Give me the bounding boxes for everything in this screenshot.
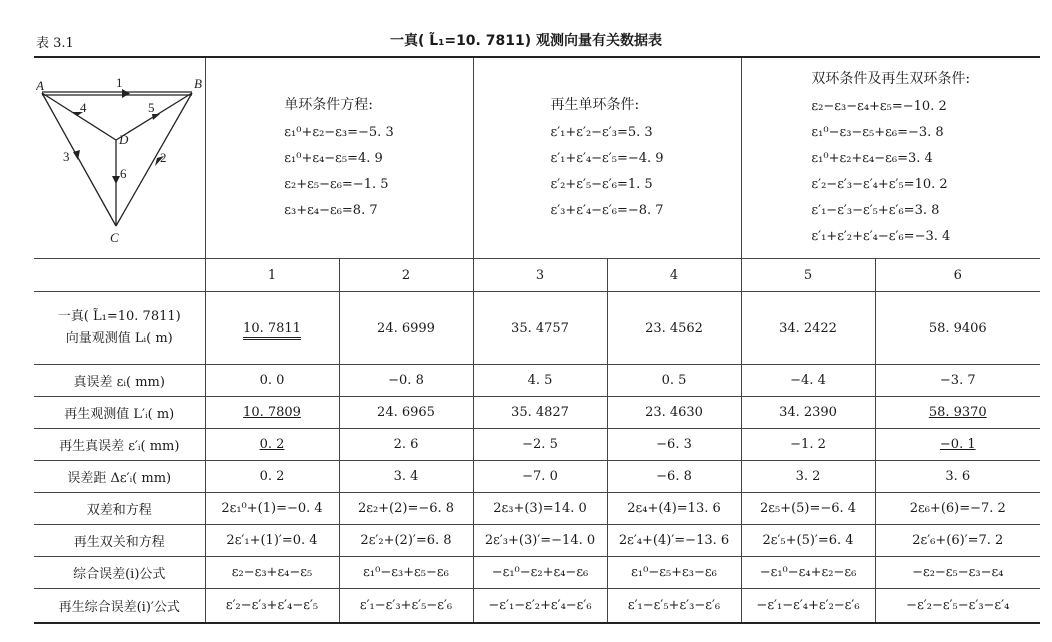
table-cell: −3. 7 <box>875 365 1040 397</box>
table-cell: −ε₁⁰−ε₄+ε₂−ε₆ <box>741 557 875 589</box>
table-cell: −ε₂−ε₅−ε₃−ε₄ <box>875 557 1040 589</box>
table-cell: ε₁⁰−ε₃+ε₅−ε₆ <box>339 557 473 589</box>
table-cell: 58. 9406 <box>875 292 1040 365</box>
row-label: 再生真误差 ε′ᵢ( mm) <box>34 429 205 461</box>
double-loop-eq-1: ε₂−ε₃−ε₄+ε₅=−10. 2 <box>811 99 947 114</box>
table-title: 一真( L̃₁=10. 7811) 观测向量有关数据表 <box>390 33 662 49</box>
node-a-label: A <box>36 78 44 93</box>
row-label: 真误差 εᵢ( mm) <box>34 365 205 397</box>
edge-4-line <box>42 93 116 140</box>
table-cell: 2. 6 <box>339 429 473 461</box>
edge-1-label: 1 <box>116 75 123 90</box>
table-number: 表 3.1 <box>36 36 74 51</box>
table-cell: ε′₂−ε′₃+ε′₄−ε′₅ <box>205 589 339 624</box>
row-label: 双差和方程 <box>34 493 205 525</box>
double-loop-eq-5: ε′₁−ε′₃−ε′₅+ε′₆=3. 8 <box>811 203 940 218</box>
table-cell: ε₂−ε₃+ε₄−ε₅ <box>205 557 339 589</box>
table-cell: −ε′₂−ε′₅−ε′₃−ε′₄ <box>875 589 1040 624</box>
row-label: 综合误差(i)公式 <box>34 557 205 589</box>
edge-3-label: 3 <box>63 149 70 164</box>
table-cell: 2ε₂+(2)=−6. 8 <box>339 493 473 525</box>
table-cell: 2ε₃+(3)=14. 0 <box>473 493 607 525</box>
table-cell: 35. 4827 <box>473 397 607 429</box>
double-loop-heading: 双环条件及再生双环条件: <box>811 71 971 87</box>
regen-single-eq-3: ε′₂+ε′₅−ε′₆=1. 5 <box>550 177 653 192</box>
regen-single-eq-4: ε′₃+ε′₄−ε′₆=−8. 7 <box>550 203 664 218</box>
row-label-observations <box>34 292 205 365</box>
table-row-double-sum <box>34 493 1040 525</box>
row-label-observations-line2: 向量观测值 Lᵢ( m) <box>65 331 173 346</box>
arrow-6-icon <box>112 176 120 184</box>
double-loop-eq-3: ε₁⁰+ε₂+ε₄−ε₆=3. 4 <box>811 151 933 166</box>
table-cell: 2ε₅+(5)=−6. 4 <box>741 493 875 525</box>
table-row-regen-observations <box>34 397 1040 429</box>
table-cell: −6. 3 <box>607 429 741 461</box>
regen-single-eq-2: ε′₁+ε′₄−ε′₅=−4. 9 <box>550 151 664 166</box>
table-row-regen-double-sum <box>34 525 1040 557</box>
edge-4-label: 4 <box>80 100 87 115</box>
network-diagram-cell <box>34 57 205 259</box>
single-loop-eq-2: ε₁⁰+ε₄−ε₅=4. 9 <box>284 151 383 166</box>
single-loop-eq-1: ε₁⁰+ε₂−ε₃=−5. 3 <box>284 125 394 140</box>
table-row-composite-formula <box>34 557 1040 589</box>
table-cell: −ε′₁−ε′₂+ε′₄−ε′₆ <box>473 589 607 624</box>
edge-6-label: 6 <box>120 166 127 181</box>
table-cell: −ε₁⁰−ε₂+ε₄−ε₆ <box>473 557 607 589</box>
column-header-3: 3 <box>473 259 607 292</box>
double-loop-conditions <box>811 66 970 250</box>
cell-value: 58. 9370 <box>928 405 987 420</box>
regen-single-loop-cell <box>473 57 741 259</box>
table-cell <box>205 397 339 429</box>
single-loop-conditions <box>284 92 393 224</box>
table-cell: ε′₁−ε′₃+ε′₅−ε′₆ <box>339 589 473 624</box>
table-cell: 2ε′₂+(2)′=6. 8 <box>339 525 473 557</box>
row-label: 再生双关和方程 <box>34 525 205 557</box>
table-cell: 2ε₆+(6)=−7. 2 <box>875 493 1040 525</box>
table-cell: 24. 6965 <box>339 397 473 429</box>
regen-single-eq-1: ε′₁+ε′₂−ε′₃=5. 3 <box>550 125 653 140</box>
table-cell: 2ε′₅+(5)′=6. 4 <box>741 525 875 557</box>
row-label: 再生综合误差(i)′公式 <box>34 589 205 624</box>
table-cell: 0. 0 <box>205 365 339 397</box>
column-header-4: 4 <box>607 259 741 292</box>
data-table <box>34 56 1040 624</box>
table-cell <box>875 429 1040 461</box>
column-header-5: 5 <box>741 259 875 292</box>
row-label: 误差距 Δε′ᵢ( mm) <box>34 461 205 493</box>
table-cell: 2ε′₄+(4)′=−13. 6 <box>607 525 741 557</box>
column-header-6: 6 <box>875 259 1040 292</box>
column-header-2: 2 <box>339 259 473 292</box>
table-cell <box>205 292 339 365</box>
column-header-1: 1 <box>205 259 339 292</box>
cell-value: 0. 2 <box>259 437 285 452</box>
single-loop-heading: 单环条件方程: <box>284 97 373 113</box>
table-cell: 2ε₄+(4)=13. 6 <box>607 493 741 525</box>
table-cell: 2ε′₃+(3)′=−14. 0 <box>473 525 607 557</box>
double-loop-eq-4: ε′₂−ε′₃−ε′₄+ε′₅=10. 2 <box>811 177 948 192</box>
table-cell: 2ε′₆+(6)′=7. 2 <box>875 525 1040 557</box>
single-loop-eq-4: ε₃+ε₄−ε₆=8. 7 <box>284 203 378 218</box>
regen-single-loop-heading: 再生单环条件: <box>550 97 640 113</box>
table-caption <box>0 0 1052 52</box>
table-cell: 3. 2 <box>741 461 875 493</box>
table-cell: 2ε₁⁰+(1)=−0. 4 <box>205 493 339 525</box>
table-cell: −6. 8 <box>607 461 741 493</box>
regen-single-loop-conditions <box>550 92 663 224</box>
double-loop-eq-2: ε₁⁰−ε₃−ε₅+ε₆=−3. 8 <box>811 125 944 140</box>
table-row-true-error <box>34 365 1040 397</box>
double-loop-conditions-cell <box>741 57 1040 259</box>
cell-value: 10. 7809 <box>243 405 301 420</box>
table-cell: ε′₁−ε′₅+ε′₃−ε′₆ <box>607 589 741 624</box>
table-row-regen-true-error <box>34 429 1040 461</box>
table-cell: 0. 5 <box>607 365 741 397</box>
table-cell: 4. 5 <box>473 365 607 397</box>
table-cell <box>875 397 1040 429</box>
node-b-label: B <box>194 76 202 91</box>
header-empty-cell <box>34 259 205 292</box>
table-cell: 34. 2422 <box>741 292 875 365</box>
cell-value: 10. 7811 <box>243 321 301 340</box>
table-cell: ε₁⁰−ε₅+ε₃−ε₆ <box>607 557 741 589</box>
row-label-observations-line1: 一真( L̃₁=10. 7811) <box>57 309 181 324</box>
edge-2-label: 2 <box>160 150 167 165</box>
table-cell: 2ε′₁+(1)′=0. 4 <box>205 525 339 557</box>
cell-value: −0. 1 <box>939 437 976 452</box>
column-header-row <box>34 259 1040 292</box>
table-cell: 24. 6999 <box>339 292 473 365</box>
table-cell: −ε′₁−ε′₄+ε′₂−ε′₆ <box>741 589 875 624</box>
table-cell: −2. 5 <box>473 429 607 461</box>
table-cell: 3. 6 <box>875 461 1040 493</box>
network-diagram <box>36 58 205 254</box>
table-cell: −1. 2 <box>741 429 875 461</box>
double-loop-eq-6: ε′₁+ε′₂+ε′₄−ε′₆=−3. 4 <box>811 229 951 244</box>
single-loop-conditions-cell <box>205 57 473 259</box>
table-cell: −0. 8 <box>339 365 473 397</box>
table-row-observations <box>34 292 1040 365</box>
single-loop-eq-3: ε₂+ε₅−ε₆=−1. 5 <box>284 177 389 192</box>
table-cell: 23. 4630 <box>607 397 741 429</box>
table-cell: 0. 2 <box>205 461 339 493</box>
node-d-label: D <box>119 132 129 147</box>
table-cell: 34. 2390 <box>741 397 875 429</box>
table-row-error-distance <box>34 461 1040 493</box>
table-cell: 3. 4 <box>339 461 473 493</box>
table-cell: −7. 0 <box>473 461 607 493</box>
table-cell <box>205 429 339 461</box>
table-cell: 23. 4562 <box>607 292 741 365</box>
row-label: 再生观测值 L′ᵢ( m) <box>34 397 205 429</box>
table-cell: −4. 4 <box>741 365 875 397</box>
node-c-label: C <box>110 230 119 245</box>
table-row-regen-composite-formula <box>34 589 1040 624</box>
edge-5-label: 5 <box>148 100 155 115</box>
table-cell: 35. 4757 <box>473 292 607 365</box>
arrow-1-icon <box>122 89 130 98</box>
